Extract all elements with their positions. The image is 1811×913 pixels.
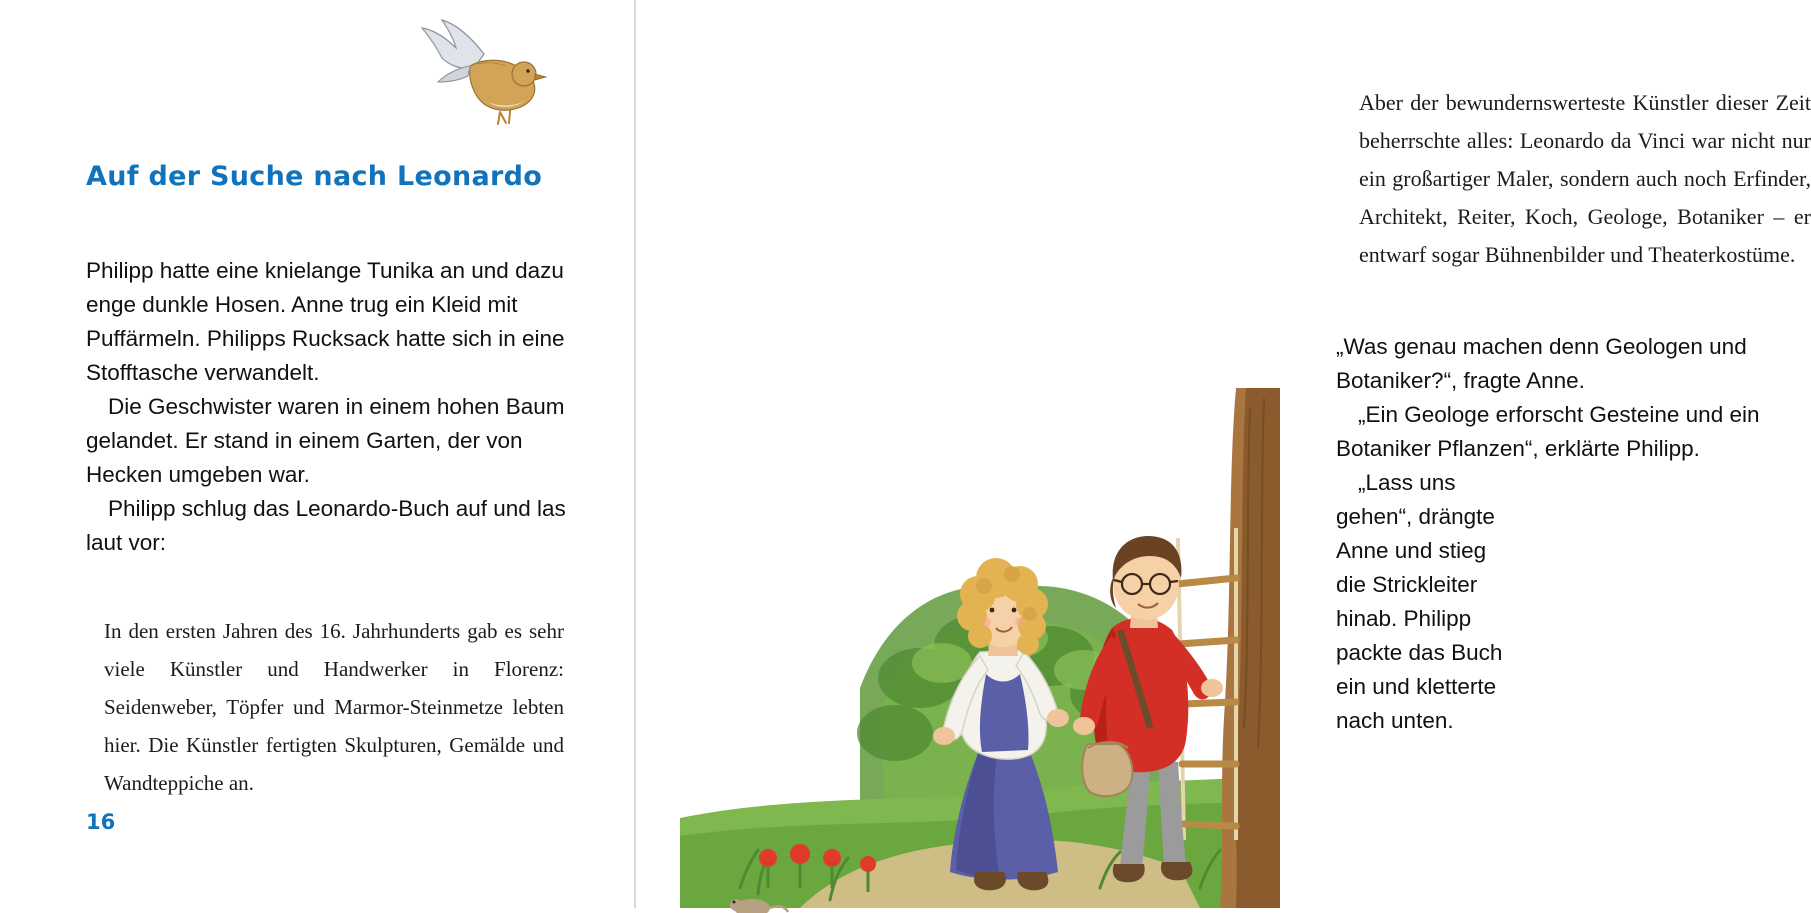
- quote-text: In den ersten Jahren des 16. Jahrhunderts gab es sehr viele Künstler und Handwerker in Florenz: Seidenweber, Töpfer und Marmor-Steinmetze lebten hier. Die Künstler fertigten Skulpturen, Gemälde und Wandteppiche an.: [104, 619, 564, 795]
- right-body-text: [1336, 330, 1806, 738]
- paragraph: „Lass uns gehen“, drängte Anne und stieg die Strickleiter hinab. Philipp packte das Buch ein und kletterte nach unten.: [1336, 470, 1503, 733]
- flying-bird-illustration: [388, 10, 568, 135]
- chapter-title: Auf der Suche nach Leonardo: [86, 161, 543, 193]
- page-number: 16: [86, 810, 116, 834]
- two-children-rope-ladder-garden-illustration: [680, 388, 1280, 908]
- right-page: [636, 0, 1811, 908]
- left-book-quote: [104, 612, 564, 802]
- left-page: [0, 0, 634, 908]
- left-body-text: [86, 254, 586, 560]
- paragraph: Die Geschwister waren in einem hohen Baum gelandet. Er stand in einem Garten, der von Hecken umgeben war.: [86, 394, 565, 487]
- right-book-quote: [1359, 84, 1811, 274]
- paragraph: Philipp hatte eine knielange Tunika an und dazu enge dunkle Hosen. Anne trug ein Kleid mit Puffärmeln. Philipps Rucksack hatte sich in eine Stofftasche verwandelt.: [86, 258, 565, 385]
- paragraph: „Was genau machen denn Geologen und Botaniker?“, fragte Anne.: [1336, 334, 1747, 393]
- paragraph: „Ein Geologe erforscht Gesteine und ein Botaniker Pflanzen“, erklärte Philipp.: [1336, 402, 1760, 461]
- quote-text: Aber der bewundernswerteste Künstler dieser Zeit beherrschte alles: Leonardo da Vinci war nicht nur ein großartiger Maler, sondern auch noch Erfinder, Architekt, Reiter, Koch, Geologe, Botaniker – er entwarf sogar Bühnenbilder und Theaterkostüme.: [1359, 90, 1811, 267]
- paragraph: Philipp schlug das Leonardo-Buch auf und las laut vor:: [86, 496, 566, 555]
